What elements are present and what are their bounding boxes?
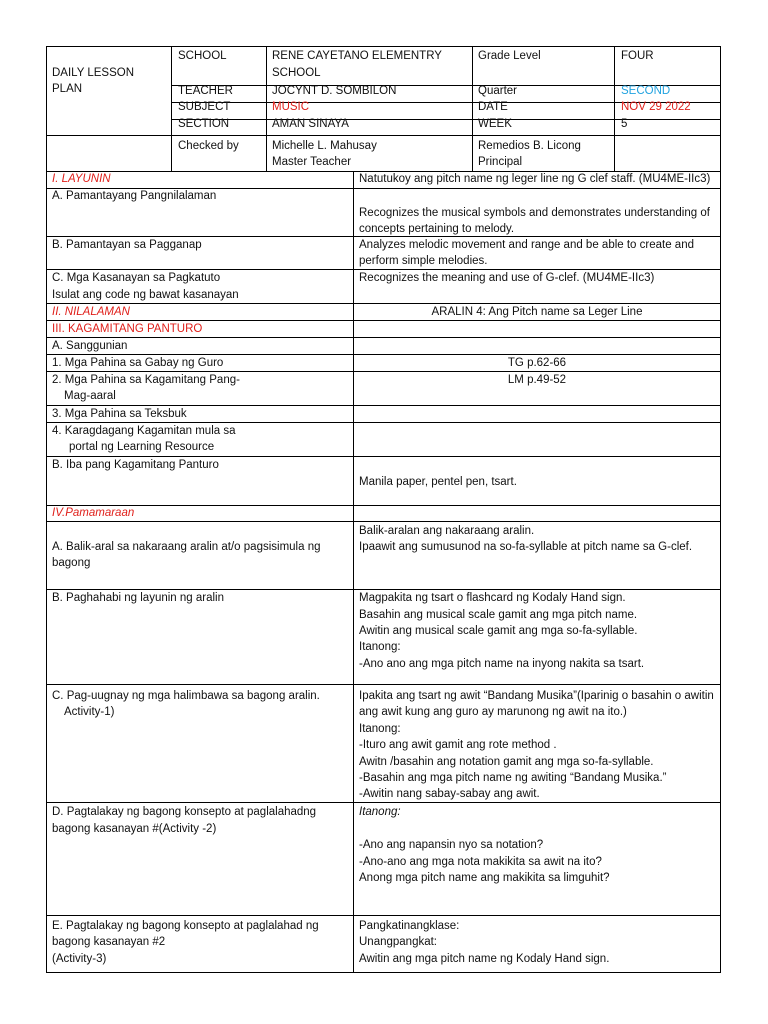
pagtalakay-1-label-1: D. Pagtalakay ng bagong konsepto at paglalahadng — [52, 806, 317, 818]
rule — [353, 171, 354, 972]
teksbuk-label: 3. Mga Pahina sa Teksbuk — [52, 408, 187, 420]
school-value-line2: SCHOOL — [272, 67, 321, 79]
pag-uugnay-value-5: Awitn /basahin ang notation gamit ang mga so-fa-syllable. — [359, 756, 654, 768]
layunin-objective: Natutukoy ang pitch name ng leger line ng G clef staff. (MU4ME-IIc3) — [359, 173, 711, 185]
school-value-line1: RENE CAYETANO ELEMENTRY — [272, 50, 442, 62]
pagtalakay-1-value-4: Anong mga pitch name ang makikita sa limguhit? — [359, 872, 610, 884]
nilalaman-heading: II. NILALAMAN — [52, 306, 130, 318]
paghahabi-value-1: Magpakita ng tsart o flashcard ng Kodaly Hand sign. — [359, 592, 626, 604]
kasanayan-label-2: Isulat ang code ng bawat kasanayan — [52, 289, 239, 301]
subject-label: SUBJECT — [178, 101, 231, 113]
pamantayang-pangnilalaman-value-2: concepts pertaining to melody. — [359, 223, 515, 235]
pag-uugnay-label-2: Activity-1) — [64, 706, 115, 718]
rule — [171, 47, 172, 171]
gabay-guro-label: 1. Mga Pahina sa Gabay ng Guro — [52, 357, 224, 369]
pag-uugnay-value-7: -Awitin nang sabay-sabay ang awit. — [359, 788, 540, 800]
pagtalakay-1-value-1: Itanong: — [359, 806, 401, 818]
rule — [266, 47, 267, 171]
pagtalakay-1-label-2: bagong kasanayan #(Activity -2) — [52, 823, 217, 835]
paghahabi-value-2: Basahin ang musical scale gamit ang mga pitch name. — [359, 609, 638, 621]
balik-aral-label-2: bagong — [52, 557, 91, 569]
pag-uugnay-value-4: -Ituro ang awit gamit ang rote method . — [359, 739, 557, 751]
date-value: NOV 29 2022 — [621, 101, 691, 113]
balik-aral-value-2: Ipaawit ang sumusunod na so-fa-syllable at pitch name sa G-clef. — [359, 541, 693, 553]
balik-aral-value-1: Balik-aralan ang nakaraang aralin. — [359, 525, 535, 537]
rule — [47, 505, 720, 506]
paghahabi-value-3: Awitin ang musical scale gamit ang mga so-fa-syllable. — [359, 625, 638, 637]
pagtalakay-2-label-3: (Activity-3) — [52, 953, 107, 965]
rule — [614, 47, 615, 171]
karagdagang-kagamitan-label-1: 4. Karagdagang Kagamitan mula sa — [52, 425, 236, 437]
pagtalakay-1-value-2: -Ano ang napansin nyo sa notation? — [359, 839, 544, 851]
pamamaraan-heading: IV.Pamamaraan — [52, 507, 135, 519]
quarter-value: SECOND — [621, 85, 671, 97]
sanggunian-label: A. Sanggunian — [52, 340, 128, 352]
quarter-label: Quarter — [478, 85, 517, 97]
gabay-guro-value: TG p.62-66 — [507, 357, 567, 369]
kasanayan-value: Recognizes the meaning and use of G-clef. (MU4ME-IIc3) — [359, 272, 655, 284]
checker2-name: Remedios B. Licong — [478, 140, 581, 152]
teacher-label: TEACHER — [178, 85, 233, 97]
pagtalakay-2-value-1: Pangkatinangklase: — [359, 920, 460, 932]
pamantayan-pagganap-value-1: Analyzes melodic movement and range and be able to create and — [359, 239, 694, 251]
balik-aral-label-1: A. Balik-aral sa nakaraang aralin at/o pagsisimula ng — [52, 541, 321, 553]
pagtalakay-2-value-3: Awitin ang mga pitch name ng Kodaly Hand sign. — [359, 953, 610, 965]
teacher-value: JOCYNT D. SOMBILON — [272, 85, 397, 97]
pag-uugnay-label-1: C. Pag-uugnay ng mga halimbawa sa bagong aralin. — [52, 690, 320, 702]
school-label: SCHOOL — [178, 50, 227, 62]
layunin-heading: I. LAYUNIN — [52, 173, 111, 185]
iba-pang-kagamitan-label: B. Iba pang Kagamitang Panturo — [52, 459, 219, 471]
date-label: DATE — [478, 101, 508, 113]
checker1-name: Michelle L. Mahusay — [272, 140, 377, 152]
week-label: WEEK — [478, 118, 512, 130]
rule — [472, 47, 473, 171]
section-label: SECTION — [178, 118, 230, 130]
pamantayan-pagganap-value-2: perform simple melodies. — [359, 255, 488, 267]
doc-title-line1: DAILY LESSON — [52, 67, 135, 79]
checker1-title: Master Teacher — [272, 156, 352, 168]
pag-uugnay-value-3: Itanong: — [359, 723, 401, 735]
pag-uugnay-value-1: Ipakita ang tsart ng awit “Bandang Musika”(Iparinig o basahin o awitin — [359, 690, 714, 702]
kagamitang-mag-aaral-label-1: 2. Mga Pahina sa Kagamitang Pang- — [52, 374, 240, 386]
pag-uugnay-value-6: -Basahin ang mga pitch name ng awiting “Bandang Musika.” — [359, 772, 667, 784]
paghahabi-value-4: Itanong: — [359, 641, 401, 653]
rule — [47, 684, 720, 685]
checked-by-label: Checked by — [178, 140, 239, 152]
pagtalakay-2-value-2: Unangpangkat: — [359, 936, 438, 948]
lesson-plan-table — [46, 46, 721, 973]
kasanayan-label-1: C. Mga Kasanayan sa Pagkatuto — [52, 272, 221, 284]
rule — [47, 521, 720, 522]
kagamitang-mag-aaral-value: LM p.49-52 — [507, 374, 567, 386]
grade-value: FOUR — [621, 50, 654, 62]
rule — [171, 119, 720, 120]
pagtalakay-2-label-1: E. Pagtalakay ng bagong konsepto at paglalahad ng — [52, 920, 319, 932]
section-value: AMAN SINAYA — [272, 118, 349, 130]
pagtalakay-1-value-3: -Ano-ano ang mga nota makikita sa awit na ito? — [359, 856, 602, 868]
rule — [47, 135, 720, 136]
rule — [47, 915, 720, 916]
pamantayang-pangnilalaman-label: A. Pamantayang Pangnilalaman — [52, 190, 217, 202]
subject-value: MUSIC — [272, 101, 310, 113]
doc-title-line2: PLAN — [52, 83, 83, 95]
grade-label: Grade Level — [478, 50, 541, 62]
week-value: 5 — [621, 118, 628, 130]
kagamitang-mag-aaral-label-2: Mag-aaral — [64, 390, 116, 402]
kagamitan-heading: III. KAGAMITANG PANTURO — [52, 323, 203, 335]
pag-uugnay-value-2: ang awit kung ang guro ay marunong ng awit na ito.) — [359, 706, 627, 718]
pagtalakay-2-label-2: bagong kasanayan #2 — [52, 936, 166, 948]
checker2-title: Principal — [478, 156, 523, 168]
pamantayan-pagganap-label: B. Pamantayan sa Pagganap — [52, 239, 202, 251]
paghahabi-value-5: -Ano ano ang mga pitch name na inyong nakita sa tsart. — [359, 658, 645, 670]
nilalaman-value: ARALIN 4: Ang Pitch name sa Leger Line — [431, 306, 643, 318]
pamantayang-pangnilalaman-value-1: Recognizes the musical symbols and demonstrates understanding of — [359, 207, 710, 219]
paghahabi-label: B. Paghahabi ng layunin ng aralin — [52, 592, 224, 604]
karagdagang-kagamitan-label-2: portal ng Learning Resource — [69, 441, 215, 453]
iba-pang-kagamitan-value: Manila paper, pentel pen, tsart. — [359, 476, 517, 488]
